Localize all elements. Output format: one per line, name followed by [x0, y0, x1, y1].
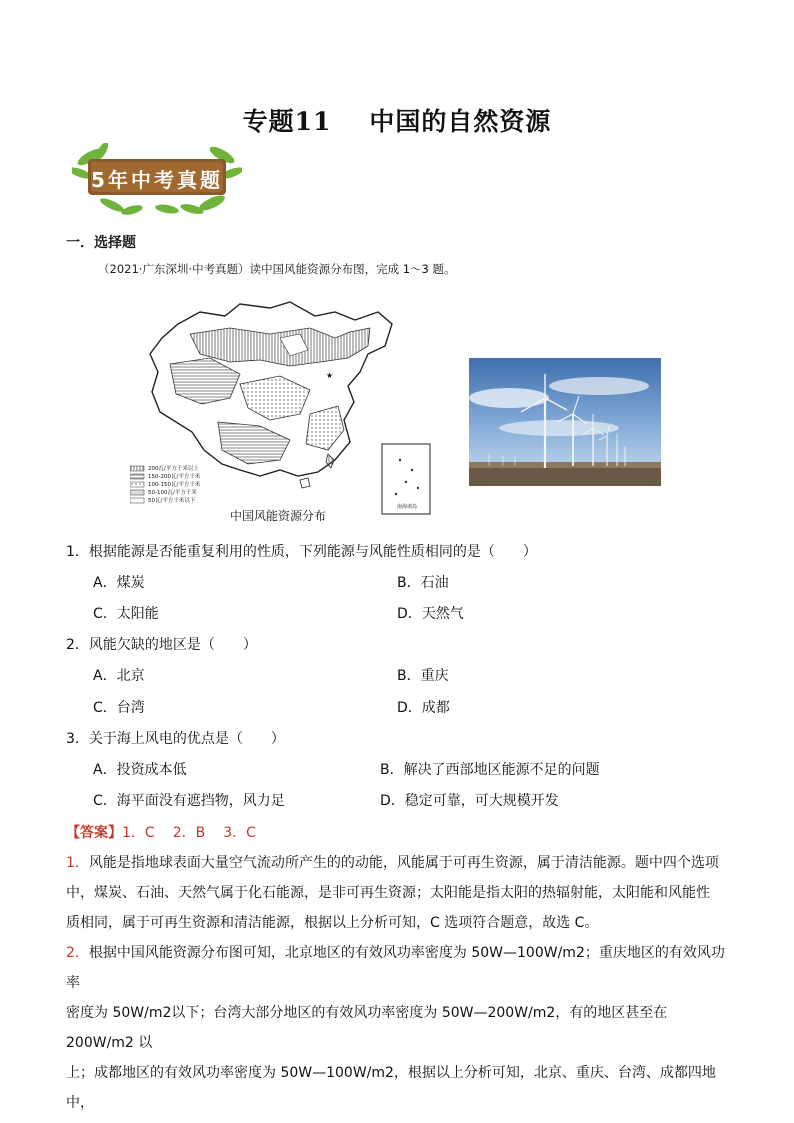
q1-option-d[interactable]: D．天然气	[397, 606, 464, 622]
q1-option-a[interactable]: A．煤炭	[93, 575, 145, 591]
q2-option-d[interactable]: D．成都	[397, 700, 450, 716]
page-title	[0, 102, 794, 138]
map-legend	[148, 465, 200, 505]
explanation-line: 中，煤炭、石油、天然气属于化石能源，是非可再生资源；太阳能是指太阳的热辐射能，太阳能和风能性	[66, 885, 710, 901]
intro-text: 读中国风能资源分布图，完成 1～3 题。	[249, 262, 456, 276]
q3-option-b[interactable]: B．解决了西部地区能源不足的问题	[380, 762, 600, 778]
q2-option-a[interactable]: A．北京	[93, 668, 145, 684]
question-1-stem: 1．根据能源是否能重复利用的性质，下列能源与风能性质相同的是（ ）	[66, 544, 537, 560]
explanation-line: 上；成都地区的有效风功率密度为 50W—100W/m2，根据以上分析可知，北京、重庆、台湾、成都四地中，	[66, 1065, 716, 1111]
answer-item: 1．C	[122, 825, 155, 841]
explanation-line: 2．根据中国风能资源分布图可知，北京地区的有效风功率密度为 50W—100W/m2；重庆地区的有效风功率	[66, 945, 725, 991]
q3-option-c[interactable]: C．海平面没有遮挡物，风力足	[93, 793, 285, 809]
explanation-number: 1．	[66, 855, 89, 871]
title-topic-number: 专题11	[242, 107, 332, 136]
title-topic-name: 中国的自然资源	[369, 107, 552, 136]
question-source: （2021·广东深圳·中考真题）	[98, 262, 250, 276]
answer-line	[66, 822, 256, 842]
q3-option-d[interactable]: D．稳定可靠，可大规模开发	[380, 793, 559, 809]
explanation-1	[66, 848, 732, 938]
q2-option-b[interactable]: B．重庆	[397, 668, 449, 684]
q1-option-b[interactable]: B．石油	[397, 575, 449, 591]
legend-item: 50-100瓦/平方千米	[148, 490, 197, 496]
answer-label: 【答案】	[66, 825, 122, 841]
explanation-line: 质相同，属于可再生资源和清洁能源，根据以上分析可知，C 选项符合题意，故选 C。	[66, 915, 599, 931]
legend-item: 100-150瓦/平方千米	[148, 482, 201, 488]
q1-option-c[interactable]: C．太阳能	[93, 606, 159, 622]
svg-text:★: ★	[326, 371, 334, 380]
section-heading: 一．选择题	[66, 235, 136, 251]
map-caption: 中国风能资源分布	[230, 509, 327, 523]
explanation-2	[66, 938, 732, 1118]
q2-option-c[interactable]: C．台湾	[93, 700, 145, 716]
explanation-number: 2．	[66, 945, 89, 961]
legend-item: 50瓦/平方千米以下	[148, 498, 196, 504]
inset-label: 南海诸岛	[397, 504, 418, 510]
china-wind-energy-map	[130, 294, 440, 529]
question-intro	[98, 261, 456, 277]
question-2-stem: 2．风能欠缺的地区是（ ）	[66, 637, 257, 653]
explanation-line: 密度为 50W/m2以下；台湾大部分地区的有效风功率密度为 50W—200W/m2，有的地区甚至在 200W/m2 以	[66, 1005, 668, 1051]
q3-option-a[interactable]: A．投资成本低	[93, 762, 187, 778]
question-3-stem: 3．关于海上风电的优点是（ ）	[66, 731, 285, 747]
wind-turbine-photo	[469, 358, 661, 486]
explanation-line: 1．风能是指地球表面大量空气流动所产生的的动能，风能属于可再生资源，属于清洁能源。题中四个选项	[66, 855, 719, 871]
legend-item: 150-200瓦/平方千米	[148, 474, 201, 480]
five-year-exam-badge	[72, 143, 242, 215]
answer-item: 3．C	[223, 825, 256, 841]
legend-item: 200瓦/平方千米以上	[148, 466, 199, 472]
badge-text: 5年中考真题	[91, 168, 223, 192]
answer-item: 2．B	[172, 825, 206, 841]
